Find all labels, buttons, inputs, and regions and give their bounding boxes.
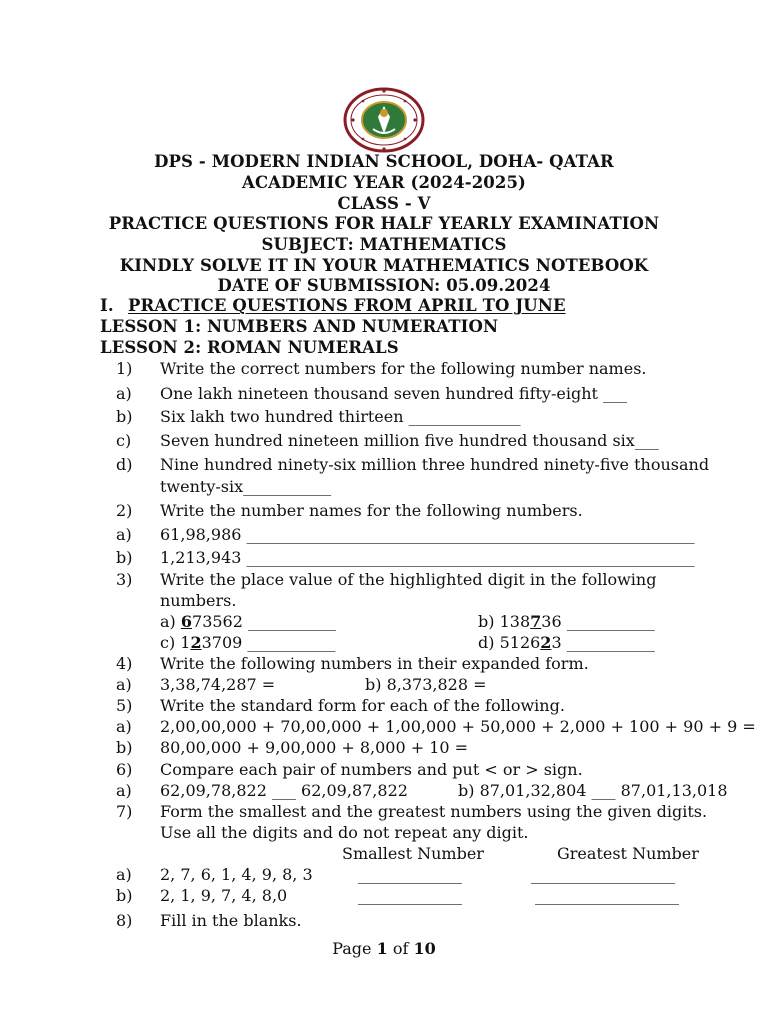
- item-label: a): [116, 384, 132, 403]
- greatest-blank: __________________: [531, 865, 675, 884]
- item-label: a): [116, 781, 132, 800]
- expanded-form-a: 3,38,74,287 =: [160, 675, 276, 694]
- place-value-item: b) 138736 ___________: [478, 612, 655, 631]
- item-label: b): [478, 612, 495, 631]
- question-number: 7): [116, 802, 133, 821]
- item-text: One lakh nineteen thousand seven hundred fifty-eight ___: [160, 384, 628, 403]
- item-text: 2,00,00,000 + 70,00,000 + 1,00,000 + 50,000 + 2,000 + 100 + 90 + 9 =: [160, 717, 756, 736]
- highlighted-digit: 2: [190, 633, 202, 652]
- greatest-blank: __________________: [535, 886, 679, 905]
- item-label: b): [116, 548, 133, 567]
- school-logo: [343, 87, 425, 153]
- digits-list: 2, 7, 6, 1, 4, 9, 8, 3: [160, 865, 313, 884]
- item-label: c): [160, 633, 176, 652]
- item-text: Nine hundred ninety-six million three hundred ninety-five thousand: [160, 455, 710, 474]
- lesson-2-title: ROMAN NUMERALS: [207, 338, 399, 357]
- item-text: Seven hundred nineteen million five hundred thousand six___: [160, 431, 659, 450]
- item-label: d): [478, 633, 495, 652]
- smallest-blank: _____________: [358, 865, 462, 884]
- expanded-form-b: b) 8,373,828 =: [365, 675, 487, 694]
- submission-date: DATE OF SUBMISSION: 05.09.2024: [217, 276, 551, 295]
- digits-list: 2, 1, 9, 7, 4, 8,0: [160, 886, 288, 905]
- question-number: 4): [116, 654, 133, 673]
- item-label: c): [116, 431, 132, 450]
- page-number: 1: [376, 939, 388, 958]
- question-number: 2): [116, 501, 133, 520]
- item-text: 1,213,943 ________________________________________________________: [160, 548, 695, 567]
- item-label: a): [160, 612, 176, 631]
- page-word: Page: [332, 939, 372, 958]
- item-text: 61,98,986 ________________________________________________________: [160, 525, 695, 544]
- question-text: Write the number names for the following numbers.: [160, 501, 583, 520]
- question-number: 6): [116, 760, 133, 779]
- smallest-blank: _____________: [358, 886, 462, 905]
- question-text-continued: Use all the digits and do not repeat any digit.: [160, 823, 529, 842]
- question-text: Write the standard form for each of the following.: [160, 696, 565, 715]
- place-value-item: d) 512623 ___________: [478, 633, 655, 652]
- compare-pair-a: 62,09,78,822 ___ 62,09,87,822: [160, 781, 408, 800]
- highlighted-digit: 6: [180, 612, 193, 631]
- document-title: PRACTICE QUESTIONS FOR HALF YEARLY EXAMINATION: [108, 214, 660, 233]
- place-value-item: a) 673562 ___________: [160, 612, 337, 631]
- instruction-text: KINDLY SOLVE IT IN YOUR MATHEMATICS NOTEBOOK: [119, 256, 649, 275]
- item-label: d): [116, 455, 133, 474]
- school-name: DPS - MODERN INDIAN SCHOOL, DOHA- QATAR: [154, 152, 614, 171]
- item-label: a): [116, 717, 132, 736]
- item-text: Six lakh two hundred thirteen ______________: [160, 407, 521, 426]
- subject-label: SUBJECT: MATHEMATICS: [261, 235, 507, 254]
- question-text: Write the place value of the highlighted digit in the following: [160, 570, 657, 589]
- page-footer: [0, 941, 768, 957]
- question-text: Compare each pair of numbers and put < or > sign.: [160, 760, 583, 779]
- section-title: PRACTICE QUESTIONS FROM APRIL TO JUNE: [128, 296, 566, 315]
- answer-blank: ___________: [561, 612, 655, 631]
- question-text: Form the smallest and the greatest numbers using the given digits.: [160, 802, 708, 821]
- lesson-1-title: NUMBERS AND NUMERATION: [207, 317, 499, 336]
- academic-year: ACADEMIC YEAR (2024-2025): [242, 173, 526, 192]
- item-label: a): [116, 675, 132, 694]
- of-word: of: [392, 939, 409, 958]
- question-text: Fill in the blanks.: [160, 911, 302, 930]
- question-number: 3): [116, 570, 133, 589]
- question-number: 1): [116, 359, 133, 378]
- question-number: 5): [116, 696, 133, 715]
- item-text: 80,00,000 + 9,00,000 + 8,000 + 10 =: [160, 738, 469, 757]
- question-text-continued: numbers.: [160, 591, 237, 610]
- place-value-item: c) 123709 ___________: [160, 633, 336, 652]
- question-number: 8): [116, 911, 133, 930]
- lesson-1-number: LESSON 1:: [100, 317, 202, 336]
- highlighted-digit: 2: [540, 633, 552, 652]
- compare-pair-b: b) 87,01,32,804 ___ 87,01,13,018: [458, 781, 728, 800]
- item-text-continued: twenty-six___________: [160, 477, 332, 496]
- item-label: a): [116, 525, 132, 544]
- item-label: a): [116, 865, 132, 884]
- item-label: b): [116, 738, 133, 757]
- section-number: I.: [100, 296, 114, 315]
- answer-blank: ___________: [561, 633, 655, 652]
- class-label: CLASS - V: [337, 194, 431, 213]
- answer-blank: ___________: [242, 633, 336, 652]
- lesson-2-number: LESSON 2:: [100, 338, 202, 357]
- column-header-greatest: Greatest Number: [557, 844, 699, 863]
- question-text: Write the following numbers in their expanded form.: [160, 654, 589, 673]
- page-total: 10: [413, 939, 436, 958]
- item-label: b): [116, 407, 133, 426]
- column-header-smallest: Smallest Number: [342, 844, 484, 863]
- answer-blank: ___________: [242, 612, 337, 631]
- highlighted-digit: 7: [530, 612, 542, 631]
- question-text: Write the correct numbers for the following number names.: [160, 359, 647, 378]
- item-label: b): [116, 886, 133, 905]
